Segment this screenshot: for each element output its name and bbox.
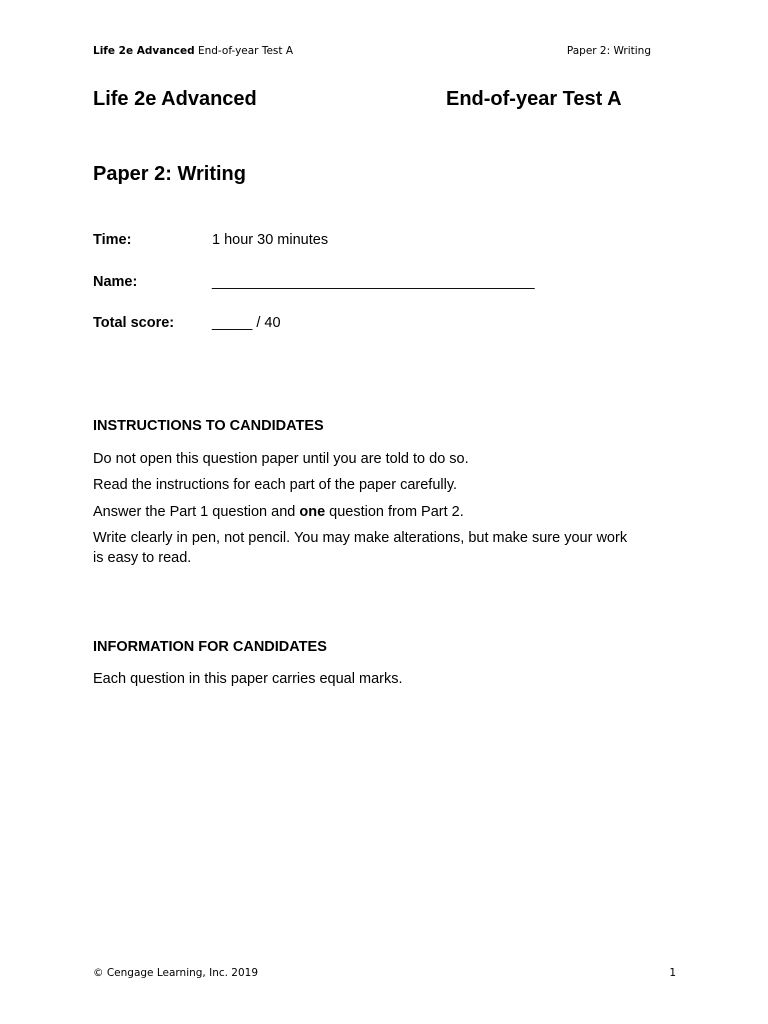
information-heading: INFORMATION FOR CANDIDATES	[93, 639, 327, 655]
copyright-notice: © Cengage Learning, Inc. 2019	[93, 967, 259, 979]
information-1: Each question in this paper carries equal marks.	[93, 671, 403, 687]
paper-title: Paper 2: Writing	[93, 163, 246, 185]
page-number: 1	[669, 967, 676, 979]
instruction-4: Write clearly in pen, not pencil. You may make alterations, but make sure your work is easy to read.	[93, 530, 628, 566]
header-left-rest: End-of-year Test A	[194, 45, 294, 57]
name-row	[93, 272, 653, 292]
instruction-1: Do not open this question paper until you are told to do so.	[93, 451, 469, 467]
score-label: Total score:	[93, 315, 175, 331]
instruction-3-before: Answer the Part 1 question and	[93, 504, 300, 520]
instruction-3-bold: one	[299, 504, 326, 520]
score-blank: _____ / 40	[212, 315, 281, 331]
course-title: Life 2e Advanced	[93, 88, 257, 110]
name-label: Name:	[93, 274, 138, 290]
time-label: Time:	[93, 232, 132, 248]
page-footer	[93, 966, 676, 980]
page-header	[93, 44, 651, 58]
instruction-2: Read the instructions for each part of the paper carefully.	[93, 477, 458, 493]
header-right: Paper 2: Writing	[566, 45, 651, 57]
header-left-bold: Life 2e Advanced	[93, 45, 195, 57]
name-blank: ________________________________________	[212, 274, 535, 290]
document-title-row	[93, 86, 653, 112]
header-left	[93, 44, 293, 58]
time-row	[93, 230, 653, 250]
instruction-3-after: question from Part 2.	[325, 504, 464, 520]
instruction-3	[93, 502, 633, 522]
test-title: End-of-year Test A	[446, 88, 622, 110]
score-row	[93, 313, 653, 333]
time-value: 1 hour 30 minutes	[212, 232, 329, 248]
instructions-heading: INSTRUCTIONS TO CANDIDATES	[93, 418, 324, 434]
